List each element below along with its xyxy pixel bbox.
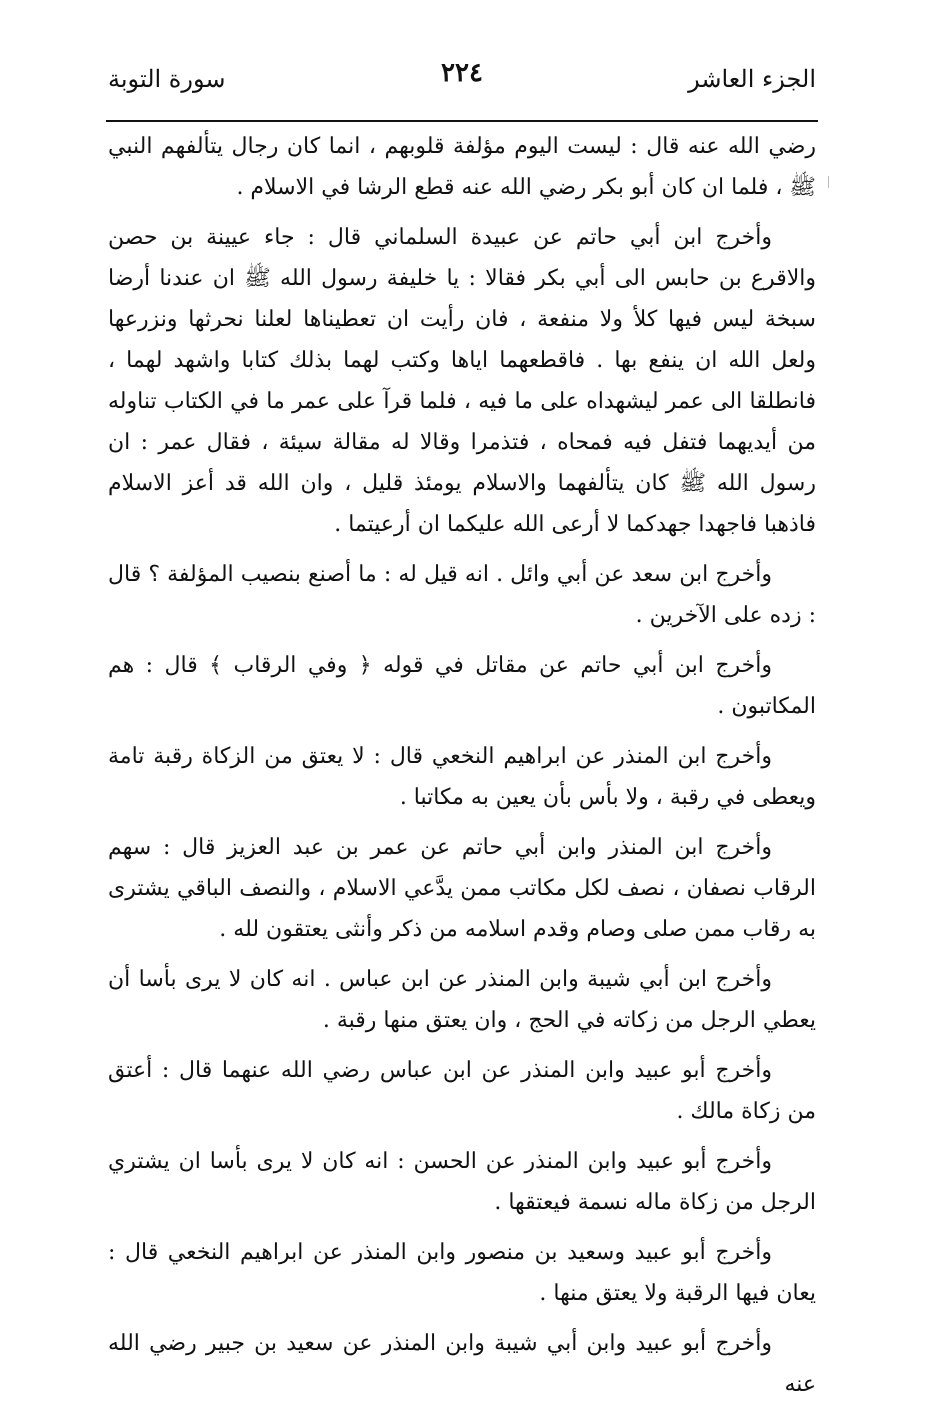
paragraph: رضي الله عنه قال : ليست اليوم مؤلفة قلوبهم ، انما كان رجال يتألفهم النبي ﷺ ، فلما ان كان أبو بكر رضي الله عنه قطع الرشا في الاسلام . (108, 134, 816, 200)
paragraph: وأخرج ابن أبي حاتم عن مقاتل في قوله ﴿ وفي الرقاب ﴾ قال : هم المكاتبون . (108, 653, 816, 719)
margin-mark (828, 176, 829, 188)
paragraph: وأخرج أبو عبيد وابن المنذر عن الحسن : انه كان لا يرى بأسا ان يشتري الرجل من زكاة ماله نسمة فيعتقها . (108, 1149, 816, 1215)
paragraph: وأخرج ابن المنذر وابن أبي حاتم عن عمر بن عبد العزيز قال : سهم الرقاب نصفان ، نصف لكل مكاتب ممن يدَّعي الاسلام ، والنصف الباقي يشترى به رقاب ممن صلى وصام وقدم اسلامه من ذكر وأنثى يعتقون لله . (108, 835, 816, 942)
paragraph: وأخرج أبو عبيد وابن أبي شيبة وابن المنذر عن سعيد بن جبير رضي الله عنه (108, 1331, 816, 1397)
paragraph: وأخرج أبو عبيد وابن المنذر عن ابن عباس رضي الله عنهما قال : أعتق من زكاة مالك . (108, 1058, 816, 1124)
body-text (108, 126, 816, 1414)
header-rule (106, 120, 818, 122)
paragraph: وأخرج ابن أبي شيبة وابن المنذر عن ابن عباس . انه كان لا يرى بأسا أن يعطي الرجل من زكاته في الحج ، وان يعتق منها رقبة . (108, 967, 816, 1033)
paragraph: وأخرج ابن سعد عن أبي وائل . انه قيل له : ما أصنع بنصيب المؤلفة ؟ قال : زده على الآخرين . (108, 562, 816, 628)
paragraph: وأخرج ابن أبي حاتم عن عبيدة السلماني قال : جاء عيينة بن حصن والاقرع بن حابس الى أبي بكر فقالا : يا خليفة رسول الله ﷺ ان عندنا أرضا سبخة ليس فيها كلأ ولا منفعة ، فان رأيت ان تعطيناها لعلنا نحرثها ونزرعها ولعل الله ان ينفع بها . فاقطعهما اياها وكتب لهما بذلك كتابا واشهد لهما ، فانطلقا الى عمر ليشهداه على ما فيه ، فلما قرآ على عمر ما في الكتاب تناوله من أيديهما فتفل فيه فمحاه ، فتذمرا وقالا له مقالة سيئة ، فقال عمر : ان رسول الله ﷺ كان يتألفهما والاسلام يومئذ قليل ، وان الله قد أعز الاسلام فاذهبا فاجهدا جهدكما لا أرعى الله عليكما ان أرعيتما . (108, 225, 816, 537)
paragraph: وأخرج ابن المنذر عن ابراهيم النخعي قال : لا يعتق من الزكاة رقبة تامة ويعطى في رقبة ، ولا بأس بأن يعين به مكاتبا . (108, 744, 816, 810)
running-header (108, 58, 816, 108)
surah-title: سورة التوبة (108, 65, 226, 93)
page-number: ٢٢٤ (441, 58, 483, 88)
part-title: الجزء العاشر (688, 65, 816, 93)
paragraph: وأخرج أبو عبيد وسعيد بن منصور وابن المنذر عن ابراهيم النخعي قال : يعان فيها الرقبة ولا يعتق منها . (108, 1240, 816, 1306)
